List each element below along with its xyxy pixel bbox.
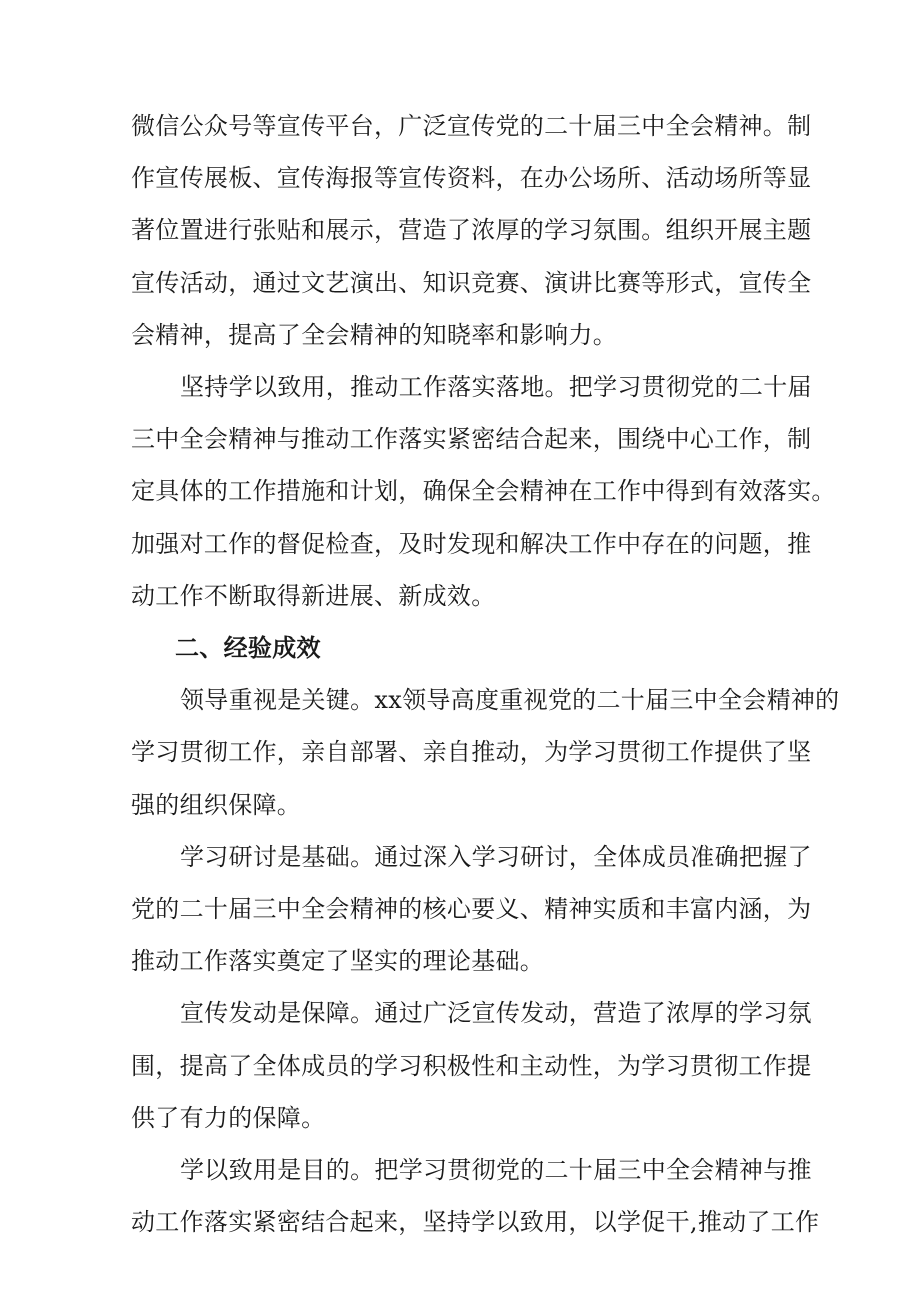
text-line: 宣传发动是保障。通过广泛宣传发动，营造了浓厚的学习氛	[180, 999, 812, 1028]
text-line: 作宣传展板、宣传海报等宣传资料，在办公场所、活动场所等显	[131, 164, 812, 193]
text-line: 动工作落实紧密结合起来，坚持学以致用，以学促干,推动了工作	[131, 1208, 820, 1237]
text-line: 学以致用是目的。把学习贯彻党的二十届三中全会精神与推	[180, 1156, 812, 1185]
text-line: 围，提高了全体成员的学习积极性和主动性，为学习贯彻工作提	[131, 1051, 812, 1080]
paragraph-publicity-mobilization	[131, 987, 812, 1144]
paragraph-study-discussion	[131, 831, 812, 988]
text-line: 推动工作落实奠定了坚实的理论基础。	[131, 947, 545, 976]
text-line: 宣传活动，通过文艺演出、知识竞赛、演讲比赛等形式，宣传全	[131, 268, 812, 297]
text-line: 三中全会精神与推动工作落实紧密结合起来，围绕中心工作，制	[131, 425, 812, 454]
section-heading: 二、经验成效	[175, 633, 321, 663]
text-line: 学习研讨是基础。通过深入学习研讨，全体成员准确把握了	[180, 842, 812, 871]
text-line: 动工作不断取得新进展、新成效。	[131, 581, 496, 610]
paragraph-leadership	[131, 674, 840, 831]
paragraph-purpose	[131, 1144, 820, 1248]
paragraph-apply-learning	[131, 361, 836, 622]
text-line: 著位置进行张贴和展示，营造了浓厚的学习氛围。组织开展主题	[131, 216, 812, 245]
text-line: 定具体的工作措施和计划，确保全会精神在工作中得到有效落实。	[131, 477, 836, 506]
text-line: 领导重视是关键。xx领导高度重视党的二十届三中全会精神的	[180, 686, 840, 715]
text-line: 党的二十届三中全会精神的核心要义、精神实质和丰富内涵，为	[131, 895, 812, 924]
text-line: 微信公众号等宣传平台，广泛宣传党的二十届三中全会精神。制	[131, 112, 812, 140]
text-line: 会精神，提高了全会精神的知晓率和影响力。	[131, 320, 617, 349]
text-line: 坚持学以致用，推动工作落实落地。把学习贯彻党的二十届	[180, 373, 812, 402]
text-line: 学习贯彻工作，亲自部署、亲自推动，为学习贯彻工作提供了坚	[131, 738, 812, 767]
paragraph-publicity-platforms	[131, 100, 812, 361]
text-line: 强的组织保障。	[131, 790, 302, 819]
text-line: 供了有力的保障。	[131, 1103, 326, 1132]
text-line: 加强对工作的督促检查，及时发现和解决工作中存在的问题，推	[131, 529, 812, 558]
document-body	[131, 100, 840, 1248]
